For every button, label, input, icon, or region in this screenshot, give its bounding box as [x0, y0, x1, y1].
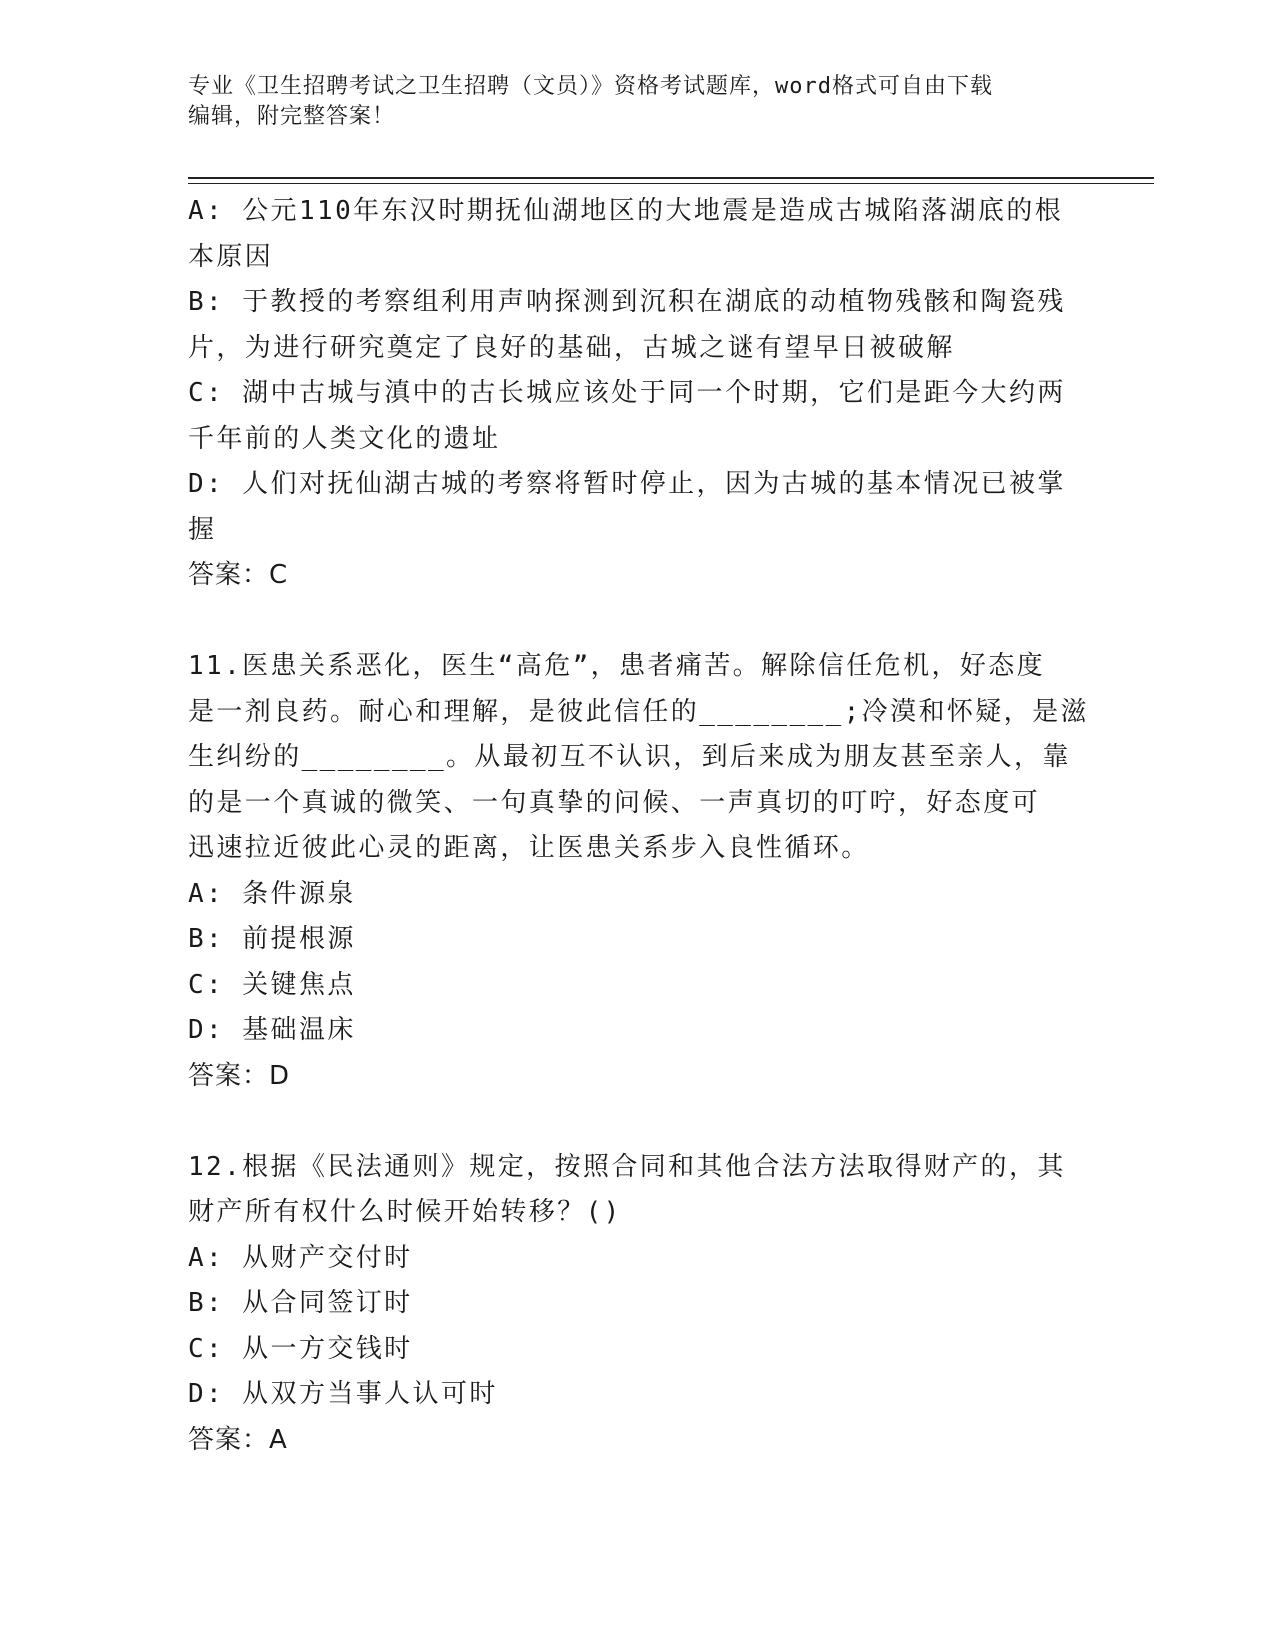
option-a	[188, 189, 1088, 280]
question-content	[188, 189, 1088, 1463]
option-b-line-2: 片，为进行研究奠定了良好的基础，古城之谜有望早日被破解	[188, 332, 955, 363]
question-spacer	[188, 599, 1088, 645]
answer-label: 答案：C	[188, 560, 289, 590]
stem-line-5: 迅速拉近彼此心灵的距离，让医患关系步入良性循环。	[188, 833, 870, 863]
answer-label: 答案：D	[188, 1060, 291, 1091]
option-a-line-1: A: 公元110年东汉时期抚仙湖地区的大地震是造成古城陷落湖底的根	[188, 196, 1064, 226]
option-d: D: 从双方当事人认可时	[188, 1379, 498, 1409]
stem-line-1: 12.根据《民法通则》规定，按照合同和其他合法方法取得财产的，其	[188, 1151, 1066, 1182]
header-line-1: 专业《卫生招聘考试之卫生招聘（文员）》资格考试题库，word格式可自由下载	[188, 74, 993, 99]
stem-line-1: 11.医患关系恶化，医生“高危”，患者痛苦。解除信任危机，好态度	[188, 651, 1046, 681]
answer-label: 答案：A	[188, 1424, 288, 1455]
question-12	[188, 1145, 1088, 1464]
option-d: D: 基础温床	[188, 1015, 356, 1045]
question-10	[188, 189, 1088, 599]
option-b: B: 从合同签订时	[188, 1288, 413, 1318]
option-a-line-2: 本原因	[188, 241, 274, 272]
document-header	[188, 72, 1088, 132]
option-c-line-1: C: 湖中古城与滇中的古长城应该处于同一个时期，它们是距今大约两	[188, 378, 1066, 408]
stem-line-3: 生纠纷的________。从最初互不认识，到后来成为朋友甚至亲人，靠	[188, 742, 1071, 772]
header-line-2: 编辑，附完整答案！	[188, 104, 396, 129]
question-11	[188, 644, 1088, 1099]
option-c	[188, 371, 1088, 462]
option-b-line-1: B: 于教授的考察组利用声呐探测到沉积在湖底的动植物残骸和陶瓷残	[188, 287, 1066, 317]
option-b	[188, 280, 1088, 371]
option-d	[188, 462, 1088, 553]
stem-line-4: 的是一个真诚的微笑、一句真挚的问候、一声真切的叮咛，好态度可	[188, 787, 1041, 818]
header-divider-thin	[188, 183, 1154, 184]
stem-line-2: 财产所有权什么时候开始转移？()	[188, 1197, 622, 1227]
option-c: C: 关键焦点	[188, 969, 356, 1000]
option-c: C: 从一方交钱时	[188, 1333, 413, 1364]
option-a: A: 条件源泉	[188, 878, 356, 909]
stem-line-2: 是一剂良药。耐心和理解，是彼此信任的________;冷漠和怀疑，是滋	[188, 696, 1089, 727]
option-b: B: 前提根源	[188, 924, 356, 954]
option-a: A: 从财产交付时	[188, 1242, 413, 1273]
question-stem	[188, 1145, 1088, 1236]
question-spacer	[188, 1099, 1088, 1145]
option-d-line-1: D: 人们对抚仙湖古城的考察将暂时停止，因为古城的基本情况已被掌	[188, 469, 1066, 499]
option-d-line-2: 握	[188, 514, 217, 545]
option-c-line-2: 千年前的人类文化的遗址	[188, 423, 501, 454]
header-divider-thick	[188, 177, 1154, 179]
question-stem	[188, 644, 1088, 872]
